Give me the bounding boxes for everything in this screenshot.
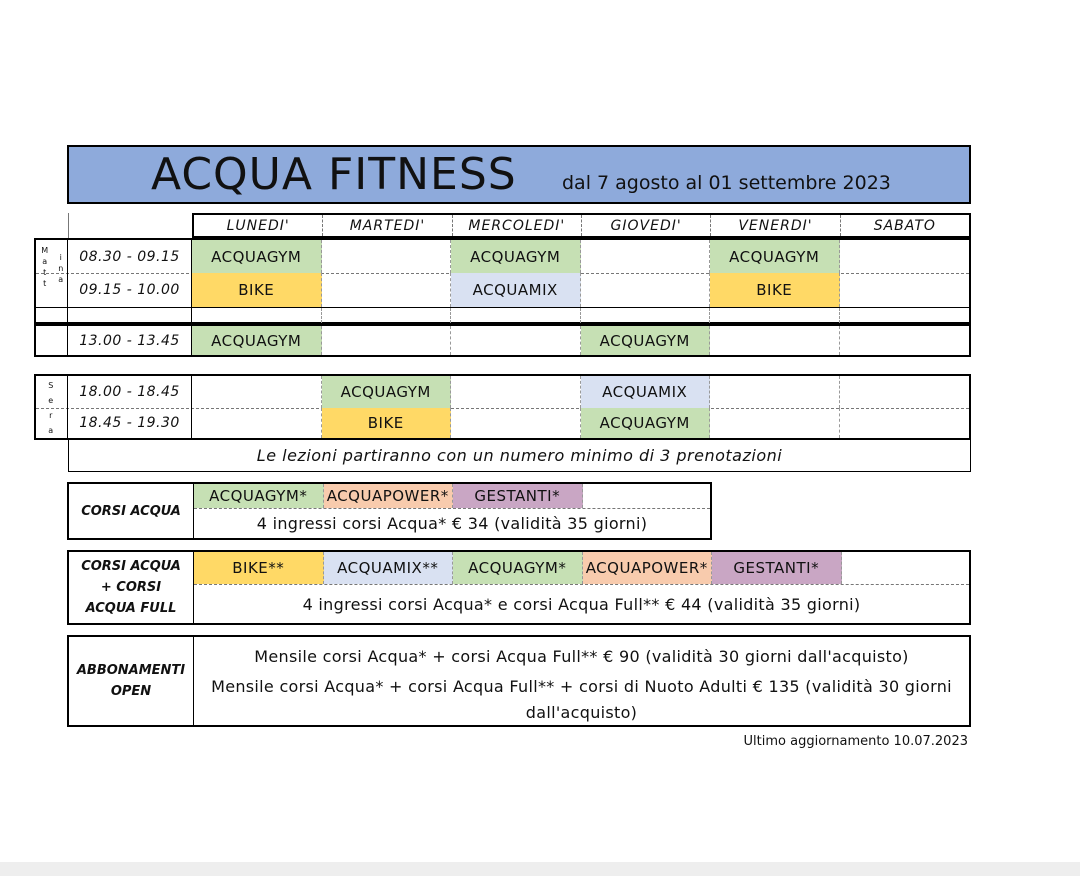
course-tag: ACQUAGYM* bbox=[194, 484, 324, 508]
class-slot: ACQUAGYM bbox=[192, 240, 322, 273]
class-slot bbox=[710, 376, 840, 408]
class-slot bbox=[451, 326, 581, 355]
abbonamento-line: Mensile corsi Acqua* + corsi Acqua Full** € 90 (validità 30 giorni dall'acquisto) bbox=[254, 646, 909, 666]
morning-schedule bbox=[34, 238, 971, 324]
title-banner bbox=[67, 145, 971, 204]
class-slot bbox=[322, 240, 452, 273]
class-slot bbox=[840, 326, 970, 355]
class-slot bbox=[581, 273, 711, 307]
schedule-row bbox=[36, 240, 969, 288]
spacer-cell bbox=[322, 308, 452, 323]
label-line: + CORSI bbox=[100, 580, 162, 595]
header-divider bbox=[68, 213, 69, 238]
class-slot: ACQUAGYM bbox=[322, 376, 452, 408]
evening-side-label bbox=[36, 376, 68, 435]
evening-schedule bbox=[34, 374, 971, 440]
day-header-thursday: GIOVEDI' bbox=[582, 215, 711, 236]
schedule-row bbox=[36, 273, 969, 307]
class-slot: ACQUAGYM bbox=[192, 326, 322, 355]
abbonamenti-open bbox=[67, 635, 971, 727]
time-slot: 09.15 - 10.00 bbox=[68, 273, 192, 307]
corsi-acqua-package bbox=[67, 482, 712, 540]
class-slot: BIKE bbox=[322, 408, 452, 438]
schedule-row bbox=[36, 408, 969, 438]
days-header bbox=[192, 213, 971, 238]
label-line: ABBONAMENTI bbox=[76, 663, 186, 678]
period-subtitle: dal 7 agosto al 01 settembre 2023 bbox=[562, 172, 891, 194]
spacer-cell bbox=[68, 308, 192, 323]
time-slot: 18.00 - 18.45 bbox=[68, 376, 192, 408]
side-letter: M bbox=[41, 246, 49, 255]
spacer-cell bbox=[710, 308, 840, 323]
course-tag: ACQUAMIX** bbox=[324, 552, 454, 584]
corsi-full-price: 4 ingressi corsi Acqua* e corsi Acqua Full** € 44 (validità 35 giorni) bbox=[302, 594, 861, 614]
side-letter: n bbox=[58, 264, 64, 273]
label-line: OPEN bbox=[110, 684, 152, 699]
spacer-cell bbox=[840, 308, 970, 323]
course-tag-empty bbox=[842, 552, 970, 584]
morning-side-label bbox=[36, 240, 68, 288]
class-slot: ACQUAGYM bbox=[451, 240, 581, 273]
corsi-full-course-row bbox=[194, 552, 969, 585]
side-letter: e bbox=[48, 396, 54, 405]
class-slot: ACQUAMIX bbox=[451, 273, 581, 307]
morning-side-spacer bbox=[36, 273, 68, 307]
abbonamenti-label bbox=[69, 637, 194, 725]
course-tag: ACQUAPOWER* bbox=[324, 484, 454, 508]
schedule-row bbox=[36, 326, 969, 355]
abbonamento-line: Mensile corsi Acqua* + corsi Acqua Full** + corsi di Nuoto Adulti € 135 (validità 30 giorni bbox=[211, 676, 952, 696]
abbonamento-line: dall'acquisto) bbox=[525, 702, 638, 722]
class-slot: ACQUAGYM bbox=[581, 408, 711, 438]
side-letter: r bbox=[49, 411, 53, 420]
day-header-wednesday: MERCOLEDI' bbox=[453, 215, 582, 236]
class-slot bbox=[451, 376, 581, 408]
class-slot: ACQUAMIX bbox=[581, 376, 711, 408]
time-slot: 08.30 - 09.15 bbox=[68, 240, 192, 273]
label-line: ACQUA FULL bbox=[85, 601, 177, 616]
side-letter: S bbox=[48, 381, 54, 390]
class-slot bbox=[840, 408, 970, 438]
course-tag: GESTANTI* bbox=[453, 484, 583, 508]
class-slot bbox=[451, 408, 581, 438]
corsi-full-label bbox=[69, 552, 194, 623]
time-slot: 18.45 - 19.30 bbox=[68, 408, 192, 438]
midday-schedule bbox=[34, 324, 971, 357]
course-tag: ACQUAGYM* bbox=[453, 552, 583, 584]
spacer-cell bbox=[192, 308, 322, 323]
label-line: CORSI ACQUA bbox=[81, 559, 181, 574]
bottom-strip bbox=[0, 862, 1080, 876]
class-slot bbox=[840, 240, 970, 273]
corsi-acqua-label: CORSI ACQUA bbox=[69, 484, 194, 538]
class-slot bbox=[192, 408, 322, 438]
class-slot bbox=[192, 376, 322, 408]
page-title: ACQUA FITNESS bbox=[151, 149, 517, 200]
side-letter: i bbox=[59, 253, 63, 262]
time-slot: 13.00 - 13.45 bbox=[68, 326, 192, 355]
side-letter: a bbox=[42, 257, 48, 266]
class-slot: BIKE bbox=[192, 273, 322, 307]
side-letter: t bbox=[43, 279, 47, 288]
class-slot bbox=[840, 273, 970, 307]
minimum-bookings-notice: Le lezioni partiranno con un numero minimo di 3 prenotazioni bbox=[68, 439, 971, 472]
side-letter: a bbox=[48, 426, 54, 435]
corsi-full-package bbox=[67, 550, 971, 625]
day-header-friday: VENERDI' bbox=[711, 215, 840, 236]
class-slot: BIKE bbox=[710, 273, 840, 307]
side-letter: a bbox=[58, 275, 64, 284]
class-slot bbox=[710, 408, 840, 438]
midday-side-label bbox=[36, 326, 68, 355]
class-slot: ACQUAGYM bbox=[710, 240, 840, 273]
class-slot bbox=[710, 326, 840, 355]
course-tag: BIKE** bbox=[194, 552, 324, 584]
class-slot bbox=[581, 240, 711, 273]
course-tag: GESTANTI* bbox=[712, 552, 842, 584]
day-header-tuesday: MARTEDI' bbox=[323, 215, 452, 236]
corsi-acqua-price: 4 ingressi corsi Acqua* € 34 (validità 35 giorni) bbox=[256, 514, 648, 533]
spacer-cell bbox=[36, 308, 68, 323]
spacer-cell bbox=[451, 308, 581, 323]
course-tag-empty bbox=[583, 484, 711, 508]
corsi-acqua-course-row bbox=[194, 484, 710, 509]
day-header-monday: LUNEDI' bbox=[194, 215, 323, 236]
class-slot: ACQUAGYM bbox=[581, 326, 711, 355]
class-slot bbox=[322, 326, 452, 355]
spacer-cell bbox=[581, 308, 711, 323]
evening-side-spacer bbox=[36, 408, 68, 438]
class-slot bbox=[322, 273, 452, 307]
course-tag: ACQUAPOWER* bbox=[583, 552, 713, 584]
last-updated: Ultimo aggiornamento 10.07.2023 bbox=[743, 734, 968, 749]
day-header-saturday: SABATO bbox=[873, 217, 936, 234]
side-letter: t bbox=[43, 268, 47, 277]
class-slot bbox=[840, 376, 970, 408]
spacer-row bbox=[36, 307, 969, 323]
